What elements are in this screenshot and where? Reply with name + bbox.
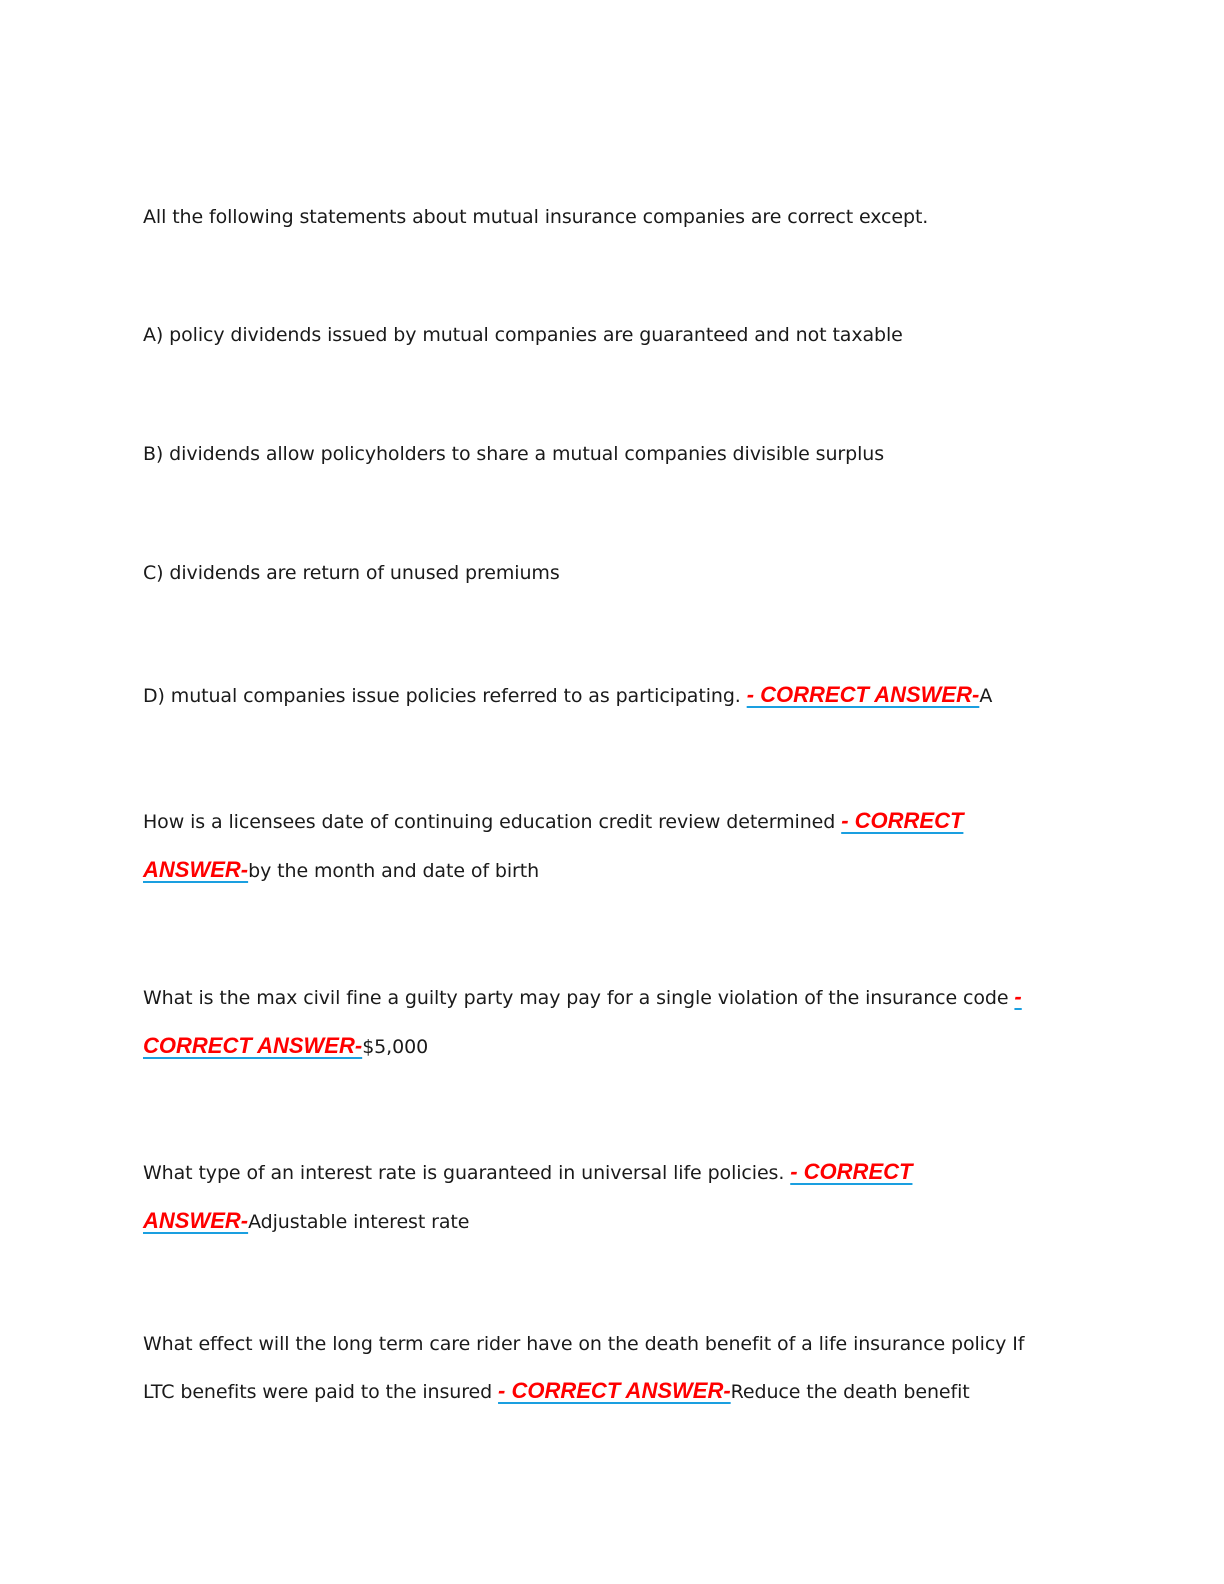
q4-correct-answer-marker-part1: - CORRECT xyxy=(790,1159,913,1184)
q3-answer: $5,000 xyxy=(362,1036,429,1058)
q1-answer: A xyxy=(979,685,993,707)
q2-answer-line xyxy=(143,857,1083,884)
q5-question-text-2: LTC benefits were paid to the insured xyxy=(143,1381,493,1403)
q1-option-a xyxy=(143,322,1083,348)
q2-question-line xyxy=(143,808,1083,835)
q2-correct-answer-marker-part1: - CORRECT xyxy=(841,808,964,833)
q1-option-d-text: D) mutual companies issue policies referred to as participating. xyxy=(143,685,741,707)
q4-question-text: What type of an interest rate is guaranteed in universal life policies. xyxy=(143,1162,785,1184)
q1-option-b-text: B) dividends allow policyholders to share a mutual companies divisible surplus xyxy=(143,443,885,465)
q1-option-b xyxy=(143,441,1083,467)
q4-correct-answer-marker-part2: ANSWER- xyxy=(143,1208,249,1233)
q5-correct-answer-marker: - CORRECT ANSWER- xyxy=(498,1378,731,1403)
q1-stem-text: All the following statements about mutual insurance companies are correct except. xyxy=(143,206,929,228)
q4-answer-line xyxy=(143,1208,1083,1235)
q1-correct-answer-marker: - CORRECT ANSWER- xyxy=(746,682,980,707)
q1-option-c-text: C) dividends are return of unused premiums xyxy=(143,562,560,584)
q5-question-line-2 xyxy=(143,1378,1083,1405)
q5-question-line-1 xyxy=(143,1331,1083,1357)
q1-stem xyxy=(143,204,1083,230)
q2-question-text: How is a licensees date of continuing education credit review determined xyxy=(143,811,836,833)
q1-option-c xyxy=(143,560,1083,586)
q5-answer: Reduce the death benefit xyxy=(730,1381,970,1403)
q2-answer: by the month and date of birth xyxy=(248,860,540,882)
q1-option-d xyxy=(143,682,1083,709)
q4-answer: Adjustable interest rate xyxy=(248,1211,470,1233)
q2-correct-answer-marker-part2: ANSWER- xyxy=(143,857,249,882)
q1-option-a-text: A) policy dividends issued by mutual companies are guaranteed and not taxable xyxy=(143,324,903,346)
q3-question-line xyxy=(143,984,1083,1011)
q3-question-text: What is the max civil fine a guilty party may pay for a single violation of the insurance code xyxy=(143,987,1009,1009)
q3-correct-answer-marker-part1: - xyxy=(1014,984,1022,1009)
q3-answer-line xyxy=(143,1033,1083,1060)
q3-correct-answer-marker-part2: CORRECT ANSWER- xyxy=(143,1033,363,1058)
q4-question-line xyxy=(143,1159,1083,1186)
q5-question-text-1: What effect will the long term care rider have on the death benefit of a life insurance policy If xyxy=(143,1333,1025,1355)
